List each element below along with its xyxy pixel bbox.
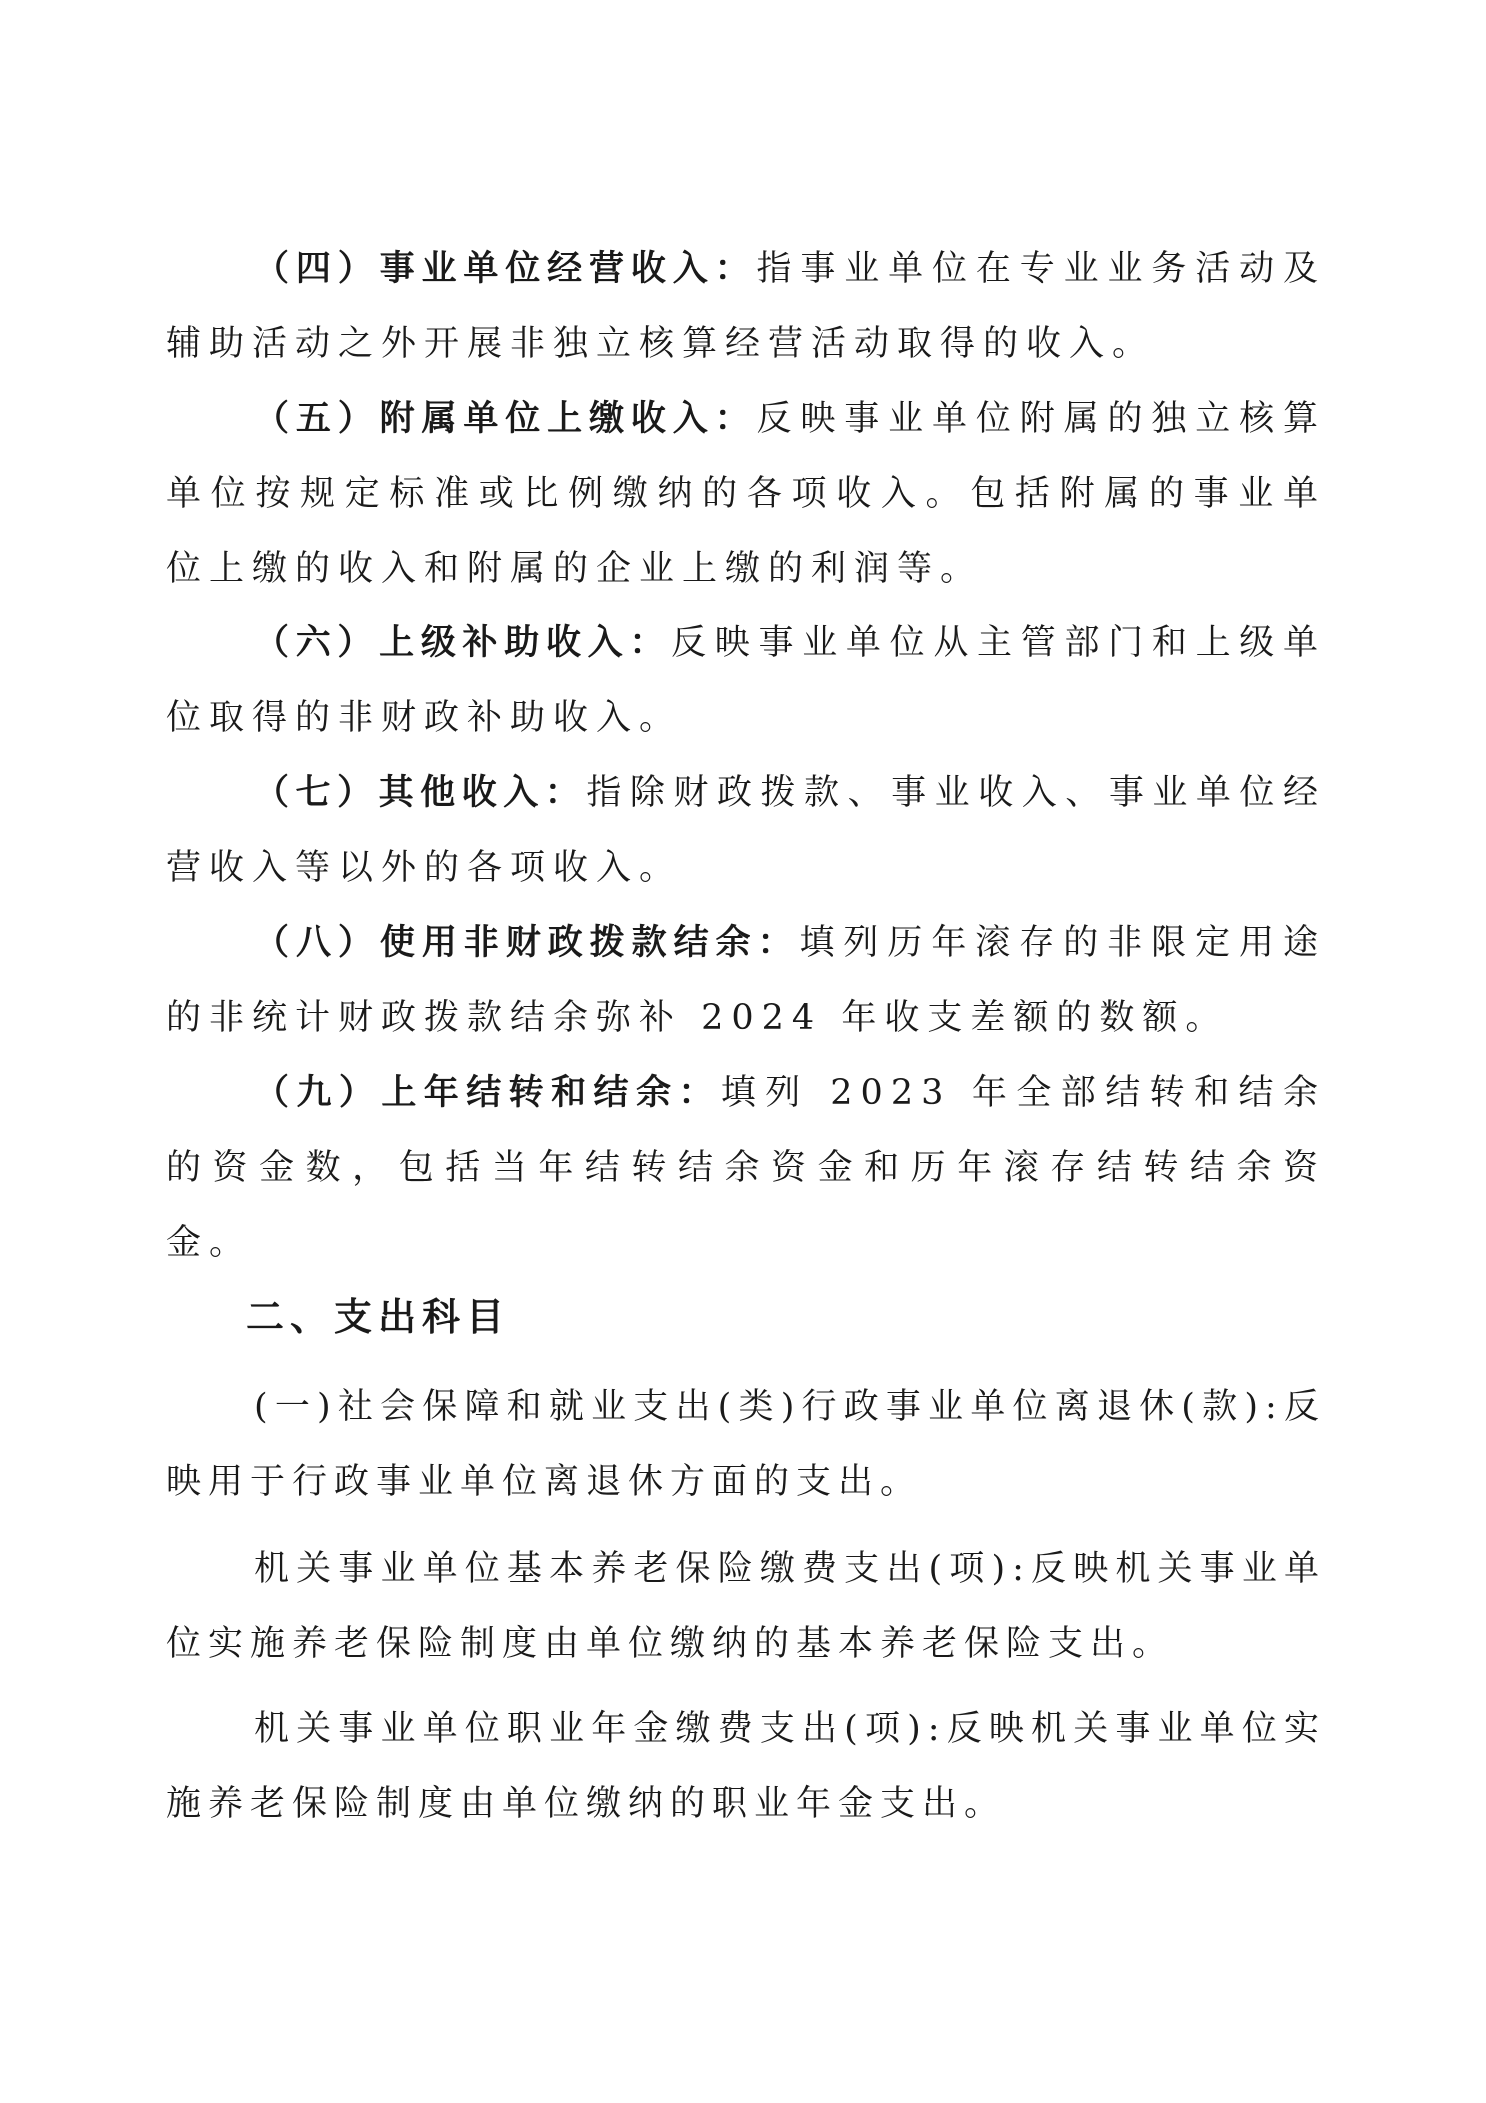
income-item-term: （六）上级补助收入： (254, 623, 672, 663)
income-item-text: 填列 2023 年全部结转和结余的资金数，包括当年结转结余资金和历年滚存结转结余资金。 (166, 1073, 1326, 1263)
income-item-text: 反映事业单位附属的独立核算单位按规定标准或比例缴纳的各项收入。包括附属的事业单位上缴的收入和附属的企业上缴的利润等。 (166, 399, 1326, 589)
income-item-text: 指事业单位在专业业务活动及辅助活动之外开展非独立核算经营活动取得的收入。 (166, 249, 1326, 364)
expense-item-basic-pension: 机关事业单位基本养老保险缴费支出(项):反映机关事业单位实施养老保险制度由单位缴纳的基本养老保险支出。 (166, 1549, 1326, 1664)
income-item-business-revenue (166, 232, 1326, 382)
income-item-text: 填列历年滚存的非限定用途的非统计财政拨款结余弥补 2024 年收支差额的数额。 (166, 923, 1326, 1038)
income-item-term: （九）上年结转和结余： (254, 1073, 721, 1113)
income-item-text: 指除财政拨款、事业收入、事业单位经营收入等以外的各项收入。 (166, 773, 1326, 888)
section-heading-expenses: 二、支出科目 (246, 1295, 511, 1339)
income-item-term: （四）事业单位经营收入： (254, 249, 757, 289)
income-item-term: （八）使用非财政拨款结余： (254, 923, 800, 963)
income-item-prior-year-carryover (166, 1056, 1326, 1281)
income-item-other-income (166, 756, 1326, 906)
income-item-term: （五）附属单位上缴收入： (254, 399, 757, 439)
income-item-text: 反映事业单位从主管部门和上级单位取得的非财政补助收入。 (166, 623, 1326, 738)
income-item-non-fiscal-surplus (166, 906, 1326, 1056)
income-item-superior-subsidy (166, 606, 1326, 756)
income-item-affiliated-remittance (166, 382, 1326, 607)
expense-item-retirement: (一)社会保障和就业支出(类)行政事业单位离退休(款):反映用于行政事业单位离退休方面的支出。 (166, 1387, 1326, 1502)
expense-item-occupational-annuity: 机关事业单位职业年金缴费支出(项):反映机关事业单位实施养老保险制度由单位缴纳的职业年金支出。 (166, 1709, 1326, 1824)
income-item-term: （七）其他收入： (254, 773, 587, 813)
